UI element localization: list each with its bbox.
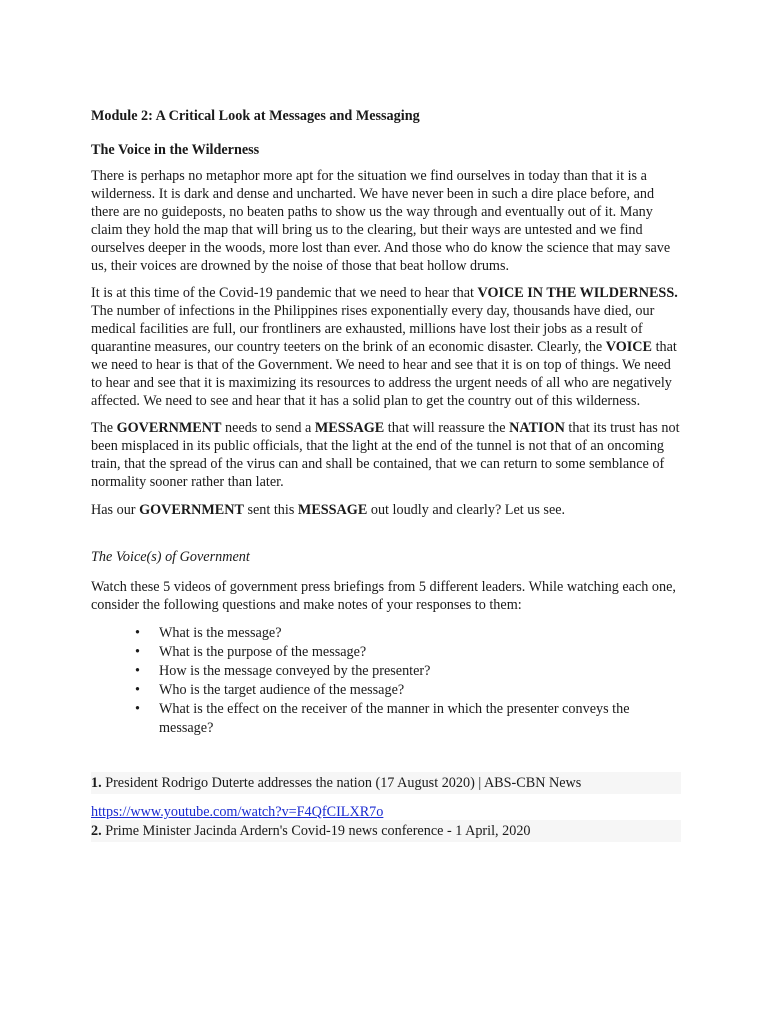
list-item: • Who is the target audience of the message? <box>135 682 405 698</box>
bold-nation: NATION <box>509 420 565 436</box>
bullet-icon: • <box>135 625 140 641</box>
bullet-icon: • <box>135 682 140 698</box>
bold-message-2: MESSAGE <box>297 502 368 518</box>
bold-voice: VOICE <box>605 339 653 355</box>
instructions-paragraph: Watch these 5 videos of government press briefings from 5 different leaders. While watching each one, consider the following questions and make notes of your responses to them: <box>91 579 676 613</box>
paragraph-government: The GOVERNMENT needs to send a MESSAGE that will reassure the NATION that its trust has not been misplaced in its public officials, that the light at the end of the tunnel is not that of an oncoming train, that the spread of the virus can and shall be contained, that we can return to some semblance of normality sooner rather than later. <box>91 420 680 490</box>
video-1-title: 1. President Rodrigo Duterte addresses the nation (17 August 2020) | ABS-CBN News <box>91 772 681 794</box>
video-2-title: 2. Prime Minister Jacinda Ardern's Covid-19 news conference - 1 April, 2020 <box>91 820 681 842</box>
video-1-number: 1. <box>91 775 102 791</box>
paragraph-voice: It is at this time of the Covid-19 pandemic that we need to hear that VOICE IN THE WILDERNESS. The number of infections in the Philippines rises exponentially every day, thousands have died, our medical facilities are full, our frontliners are exhausted, millions have lost their jobs as a result of quarantine measures, our country teeters on the brink of an economic disaster. Clearly, the VOICE that we need to hear is that of the Government. We need to hear and see that it is on top of things. We need to hear and see that it is maximizing its resources to address the urgent needs of all who are negatively affected. We need to see and hear that it has a solid plan to get the country out of this wilderness. <box>91 285 678 409</box>
list-item: • What is the purpose of the message? <box>135 644 367 660</box>
paragraph-wilderness: There is perhaps no metaphor more apt for the situation we find ourselves in today than that it is a wilderness. It is dark and dense and uncharted. We have never been in such a dire place before, and there are no guideposts, no beaten paths to show us the way through and eventually out of it. Many claim they hold the map that will bring us to the clearing, but their ways are untested and we find ourselves deeper in the woods, more lost than ever. And those who do know the science that may save us, their voices are drowned by the noise of those that beat hollow drums. <box>91 168 671 274</box>
questions-list <box>91 624 681 738</box>
bullet-icon: • <box>135 663 140 679</box>
bold-voice-in-wilderness: VOICE IN THE WILDERNESS. <box>477 285 678 301</box>
module-title: Module 2: A Critical Look at Messages and Messaging <box>91 108 420 124</box>
bullet-icon: • <box>135 644 140 660</box>
bold-government-2: GOVERNMENT <box>139 502 244 518</box>
bold-government: GOVERNMENT <box>116 420 222 436</box>
document-body <box>91 106 681 842</box>
section-title: The Voice in the Wilderness <box>91 142 260 158</box>
video-1-link[interactable]: https://www.youtube.com/watch?v=F4QfCILXR7o <box>91 804 384 820</box>
paragraph-question: Has our GOVERNMENT sent this MESSAGE out loudly and clearly? Let us see. <box>91 502 566 518</box>
bold-message: MESSAGE <box>314 420 385 436</box>
video-2-number: 2. <box>91 823 102 839</box>
bullet-icon: • <box>135 701 140 717</box>
list-item: • What is the effect on the receiver of the manner in which the presenter conveys the message? <box>135 701 630 736</box>
list-item: • How is the message conveyed by the presenter? <box>135 663 431 679</box>
voices-of-government-heading: The Voice(s) of Government <box>91 549 250 565</box>
list-item: • What is the message? <box>135 625 282 641</box>
